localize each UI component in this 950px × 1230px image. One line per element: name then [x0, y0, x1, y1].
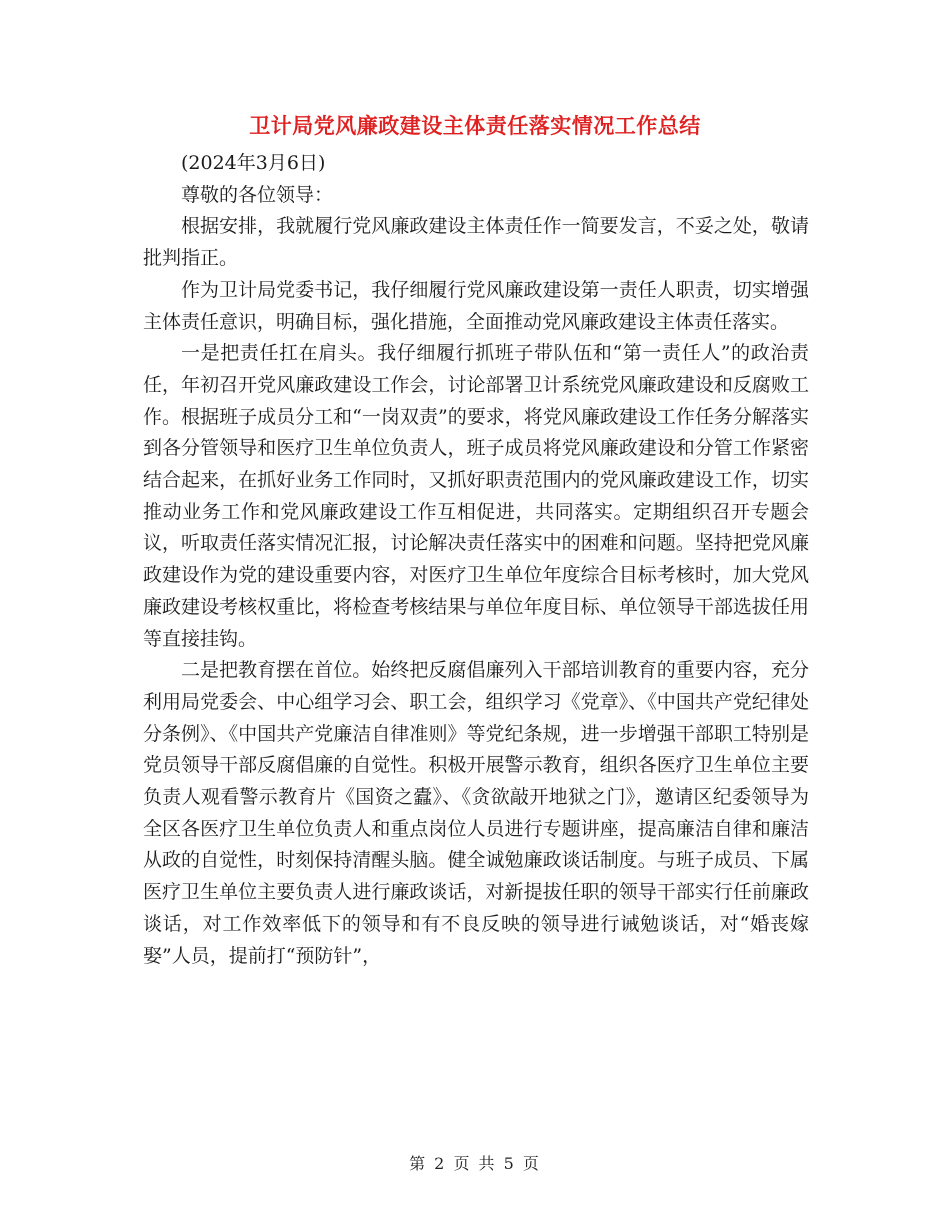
document-date: (2024年3月6日): [181, 152, 326, 174]
salutation: 尊敬的各位领导：: [181, 183, 334, 206]
paragraph-intro: 根据安排，我就履行党风廉政建设主体责任作一简要发言，不妥之处，敬请批判指正。: [143, 215, 809, 270]
document-body: [143, 148, 809, 972]
page-number: 第 2 页 共 5 页: [409, 1154, 541, 1173]
document-title: 卫计局党风廉政建设主体责任落实情况工作总结: [249, 113, 701, 138]
paragraph-responsibility: 一是把责任扛在肩头。我仔细履行抓班子带队伍和“第一责任人”的政治责任，年初召开党风廉政建设工作会，讨论部署卫计系统党风廉政建设和反腐败工作。根据班子成员分工和“一岗双责”的要求，将党风廉政建设工作任务分解落实到各分管领导和医疗卫生单位负责人，班子成员将党风廉政建设和分管工作紧密结合起来，在抓好业务工作同时，又抓好职责范围内的党风廉政建设工作，切实推动业务工作和党风廉政建设工作互相促进，共同落实。定期组织召开专题会议，听取责任落实情况汇报，讨论解决责任落实中的困难和问题。坚持把党风廉政建设作为党的建设重要内容，对医疗卫生单位年度综合目标考核时，加大党风廉政建设考核权重比，将检查考核结果与单位年度目标、单位领导干部选拔任用等直接挂钩。: [143, 342, 809, 650]
paragraph-role: 作为卫计局党委书记，我仔细履行党风廉政建设第一责任人职责，切实增强主体责任意识，明确目标，强化措施，全面推动党风廉政建设主体责任落实。: [143, 278, 809, 333]
paragraph-education: 二是把教育摆在首位。始终把反腐倡廉列入干部培训教育的重要内容，充分利用局党委会、中心组学习会、职工会，组织学习《党章》、《中国共产党纪律处分条例》、《中国共产党廉洁自律准则》等党纪条规，进一步增强干部职工特别是党员领导干部反腐倡廉的自觉性。积极开展警示教育，组织各医疗卫生单位主要负责人观看警示教育片《国资之蠹》、《贪欲敲开地狱之门》，邀请区纪委领导为全区各医疗卫生单位负责人和重点岗位人员进行专题讲座，提高廉洁自律和廉洁从政的自觉性，时刻保持清醒头脑。健全诚勉廉政谈话制度。与班子成员、下属医疗卫生单位主要负责人进行廉政谈话，对新提拔任职的领导干部实行任前廉政谈话，对工作效率低下的领导和有不良反映的领导进行诫勉谈话，对“婚丧嫁娶”人员，提前打“预防针”，: [143, 659, 809, 967]
